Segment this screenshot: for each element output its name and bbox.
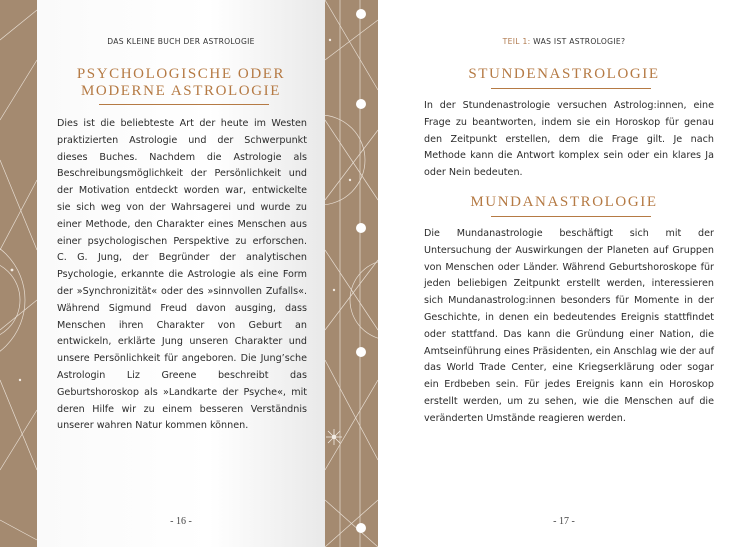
left-page [37, 0, 325, 547]
page-heading [37, 66, 325, 101]
section-heading: STUNDENASTROLOGIE [468, 66, 660, 82]
body-paragraph: In der Stundenastrologie versuchen Astrolog:innen, eine Frage zu beantworten, indem sie ein Horoskop für genau den Zeitpunkt erstellen, dem die Frage gilt. Je nach Methode kann die Antwort komplex sein oder ein klares Ja oder Nein bedeuten. [424, 100, 714, 179]
heading-rule [491, 216, 651, 217]
right-page [378, 0, 750, 547]
body-paragraph: Die Mundanastrologie beschäftigt sich mit der Untersuchung der Auswirkungen der Planeten auf Gruppen von Menschen oder Länder. Während Geburtshoroskope für jeden beliebigen Zeitpunkt erstellt werden, interessieren sich Mundanastrolog:innen besonders für Momente in der Geschichte, in denen ein bedeutendes Ereignis stattfindet oder stattfand. Das kann die Gründung einer Nation, die Amtseinführung eines Präsidenten, ein Anschlag wie der auf das World Trade Center, eine Kriegserklärung oder sogar ein Erdbeben sein. Für jedes Ereignis kann ein Horoskop erstellt werden, um zu sehen, wie die Menschen auf die veränderten Umstände reagieren werden. [424, 228, 714, 424]
star-icon [326, 429, 342, 445]
section-heading: MUNDANASTROLOGIE [470, 194, 658, 210]
running-head [378, 37, 750, 46]
page-number: - 16 - [170, 516, 192, 527]
running-head: DAS KLEINE BUCH DER ASTROLOGIE [107, 37, 255, 46]
heading-line: MODERNE ASTROLOGIE [80, 83, 282, 100]
heading-rule [491, 88, 651, 89]
body-paragraph: Dies ist die beliebteste Art der heute im Westen praktizierten Astrologie und der Schwerpunkt dieses Buches. Nachdem die Astrologie als Beschreibungsmöglichkeit der Persönlichkeit und der Motivation entdeckt worden war, entwickelte sie sich weg von der Wahrsagerei und wurde zu einer Methode, den Charakter eines Menschen aus einer psychologischen Perspektive zu erforschen. C. G. Jung, der Begründer der analytischen Psychologie, erkannte die Astrologie als eine Form der »Synchronizität« oder des »sinnvollen Zufalls«. Während Sigmund Freud davon ausging, dass Menschen ihren Charakter von Geburt an entwickeln, erklärte Jung unseren Charakter und unsere Persönlichkeit für angeboren. Die Jung’sche Astrologin Liz Greene beschreibt das Geburtshoroskop als »Landkarte der Psyche«, mit deren Hilfe wir zu einem besseren Verständnis unserer wahren Natur kommen können. [57, 118, 307, 432]
heading-line: PSYCHOLOGISCHE ODER [76, 66, 286, 82]
running-head-part: TEIL 1: [502, 37, 531, 46]
page-number: - 17 - [553, 516, 575, 527]
heading-rule [99, 104, 269, 105]
running-head-title: WAS IST ASTROLOGIE? [530, 37, 626, 46]
